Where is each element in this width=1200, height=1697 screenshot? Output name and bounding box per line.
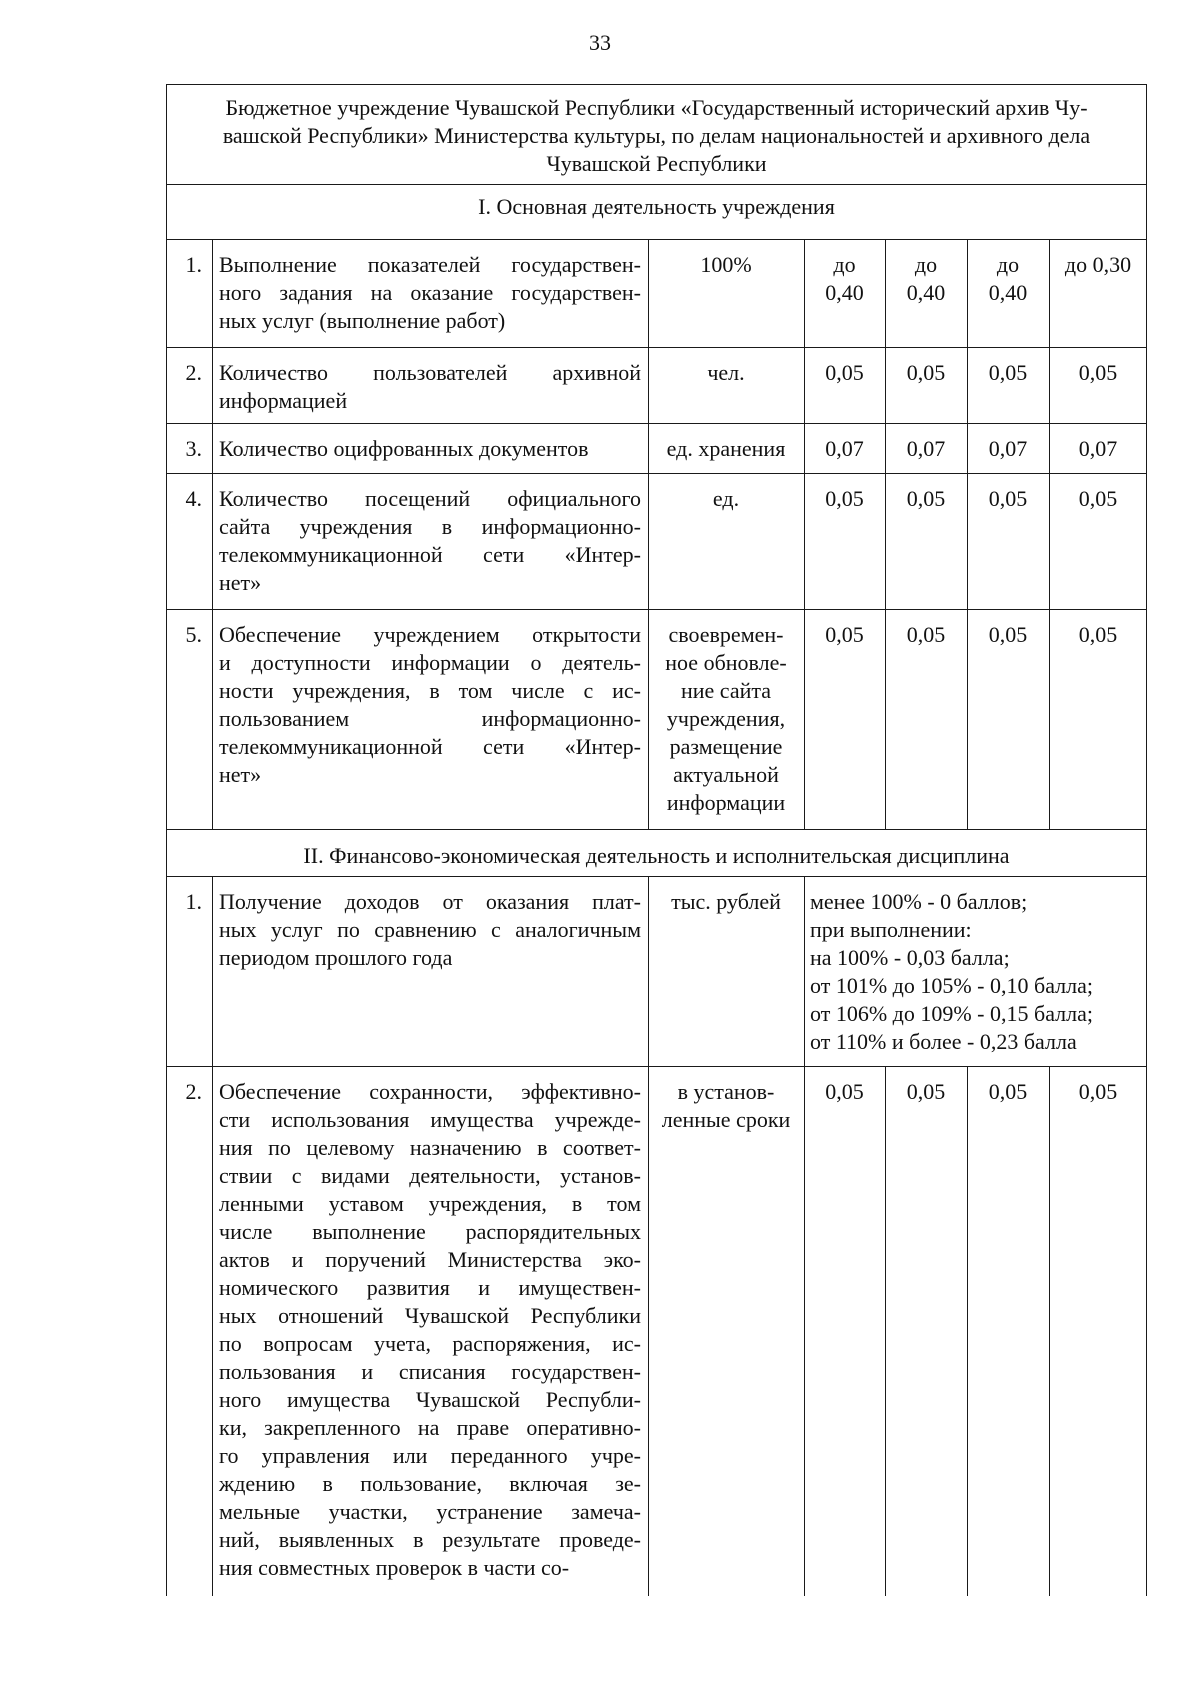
- value-cell-line: 0,05: [825, 360, 864, 385]
- indicator-text-line: нет»: [219, 570, 262, 595]
- indicator-text-line: номического развития и имуществен-: [219, 1275, 641, 1300]
- indicator-text-line: ки, закрепленного на праве оперативно-: [219, 1415, 641, 1440]
- table-rule: [885, 239, 886, 829]
- indicator-text-line: ния совместных проверок в части со-: [219, 1555, 570, 1580]
- value-cell-line: 0,05: [988, 360, 1028, 385]
- table-rule: [166, 84, 1147, 85]
- table-rule: [166, 876, 1147, 877]
- indicator-text-line: телекоммуникационной сети «Интер-: [219, 734, 641, 759]
- indicator-text-line: пользования и списания государствен-: [219, 1359, 641, 1384]
- institution-header-line: Бюджетное учреждение Чувашской Республики «Государственный исторический архив Чу-: [225, 95, 1088, 120]
- value-cell: [806, 485, 883, 513]
- unit-text: [650, 435, 802, 463]
- indicator-text-line: ных услуг (выполнение работ): [219, 308, 506, 333]
- value-cell: [806, 435, 883, 463]
- table-rule: [166, 609, 1147, 610]
- indicator-text-line: мельные участки, устранение замеча-: [219, 1499, 641, 1524]
- page-number: 33: [589, 30, 611, 55]
- value-cell: [1051, 1078, 1145, 1106]
- indicator-text-line: нет»: [219, 762, 262, 787]
- unit-text-line: ед. хранения: [666, 436, 786, 461]
- unit-text-line: актуальной: [673, 762, 779, 787]
- indicator-text-line: актов и поручений Министерства эко-: [219, 1247, 641, 1272]
- value-cell: [1051, 485, 1145, 513]
- indicator-text-line: Обеспечение сохранности, эффективно-: [219, 1079, 641, 1104]
- table-rule: [804, 239, 805, 829]
- value-cell: [1051, 359, 1145, 387]
- unit-text-line: учреждения,: [666, 706, 786, 731]
- value-cell: [969, 359, 1047, 387]
- value-cell: [969, 621, 1047, 649]
- indicator-text-line: сти использования имущества учрежде-: [219, 1107, 641, 1132]
- scoring-scale-line: при выполнении:: [810, 917, 972, 942]
- unit-text: [650, 251, 802, 279]
- value-cell: [969, 251, 1047, 307]
- unit-text-line: тыс. рублей: [671, 889, 781, 914]
- value-cell-line: 0,07: [825, 436, 864, 461]
- value-cell-line: до: [996, 252, 1020, 277]
- value-cell-line: 0,05: [906, 1079, 946, 1104]
- value-cell-line: до: [833, 252, 856, 277]
- table-rule: [648, 876, 649, 1596]
- indicator-text-line: по вопросам учета, распоряжения, ис-: [219, 1331, 641, 1356]
- value-cell: [1051, 621, 1145, 649]
- value-cell: [806, 621, 883, 649]
- value-cell-line: 0,05: [988, 622, 1028, 647]
- unit-text-line: своевремен-: [668, 622, 784, 647]
- value-cell: [969, 485, 1047, 513]
- unit-text-line: ед.: [712, 486, 740, 511]
- table-rule: [967, 1066, 968, 1596]
- indicator-text-line: пользованием информационно-: [219, 706, 641, 731]
- indicator-text-line: ния по целевому назначению в соответ-: [219, 1135, 641, 1160]
- unit-text: [650, 888, 802, 916]
- indicator-text-line: Количество посещений официального: [219, 486, 641, 511]
- value-cell-line: 0,05: [988, 486, 1028, 511]
- indicator-text-line: ных услуг по сравнению с аналогичным: [219, 917, 641, 942]
- value-cell-line: до: [914, 252, 938, 277]
- indicator-text-line: ний, выявленных в результате проведе-: [219, 1527, 641, 1552]
- indicator-text: [219, 485, 641, 597]
- value-cell-line: 0,05: [1078, 1079, 1118, 1104]
- section-title: II. Финансово-экономическая деятельность и исполнительская дисциплина: [303, 843, 1010, 868]
- unit-text-line: размещение: [669, 734, 783, 759]
- value-cell-line: до 0,30: [1064, 252, 1132, 277]
- indicator-text-line: ности учреждения, в том числе с ис-: [219, 678, 641, 703]
- indicator-text-line: периодом прошлого года: [219, 945, 453, 970]
- indicator-text-line: ных отношений Чувашской Республики: [219, 1303, 641, 1328]
- table-rule: [1146, 84, 1147, 1596]
- scoring-scale-line: на 100% - 0,03 балла;: [810, 945, 1010, 970]
- institution-header: [166, 94, 1147, 178]
- row-number: 2.: [185, 360, 202, 385]
- unit-text: [650, 359, 802, 387]
- indicator-text-line: ленными уставом учреждения, в том: [219, 1191, 641, 1216]
- indicator-text-line: Количество оцифрованных документов: [219, 436, 589, 461]
- value-cell: [887, 359, 965, 387]
- table-rule: [166, 473, 1147, 474]
- row-number: 3.: [185, 436, 202, 461]
- table-rule: [1049, 1066, 1050, 1596]
- value-cell: [806, 359, 883, 387]
- table-rule: [885, 1066, 886, 1596]
- value-cell-line: 0,05: [906, 360, 946, 385]
- indicator-text-line: и доступности информации о деятель-: [219, 650, 641, 675]
- value-cell-line: 0,05: [1078, 486, 1118, 511]
- scoring-scale-line: от 106% до 109% - 0,15 балла;: [810, 1001, 1093, 1026]
- value-cell: [887, 621, 965, 649]
- indicator-text: [219, 359, 641, 415]
- value-cell: [887, 1078, 965, 1106]
- table-rule: [166, 184, 1147, 185]
- row-number: 4.: [185, 486, 202, 511]
- value-cell-line: 0,07: [906, 436, 946, 461]
- value-cell-line: 0,05: [1078, 360, 1118, 385]
- indicator-text-line: Количество пользователей архивной: [219, 360, 641, 385]
- indicator-text: [219, 888, 641, 972]
- value-cell-line: 0,40: [988, 280, 1028, 305]
- criteria-table: [166, 84, 1147, 1596]
- value-cell: [1051, 435, 1145, 463]
- scoring-scale: [810, 888, 1145, 1056]
- indicator-text-line: ного задания на оказание государствен-: [219, 280, 641, 305]
- scoring-scale-line: от 110% и более - 0,23 балла: [810, 1029, 1077, 1054]
- institution-header-line: Чувашской Республики: [546, 151, 767, 176]
- value-cell-line: 0,07: [988, 436, 1028, 461]
- value-cell: [887, 251, 965, 307]
- table-rule: [212, 239, 213, 829]
- value-cell: [1051, 251, 1145, 279]
- value-cell-line: 0,05: [988, 1079, 1028, 1104]
- unit-text-line: ние сайта: [680, 678, 772, 703]
- table-rule: [166, 239, 1147, 240]
- value-cell: [806, 251, 883, 307]
- indicator-text-line: числе выполнение распорядительных: [219, 1219, 641, 1244]
- indicator-text-line: информацией: [219, 388, 348, 413]
- row-number: 2.: [185, 1079, 202, 1104]
- row-number: 1.: [185, 889, 202, 914]
- table-rule: [166, 84, 167, 1596]
- unit-text: [650, 621, 802, 817]
- indicator-text-line: телекоммуникационной сети «Интер-: [219, 542, 641, 567]
- indicator-text-line: ного имущества Чувашской Республи-: [219, 1387, 641, 1412]
- institution-header-line: вашской Республики» Министерства культуры, по делам национальностей и архивного дела: [222, 123, 1091, 148]
- indicator-text-line: Выполнение показателей государствен-: [219, 252, 641, 277]
- indicator-text: [219, 435, 641, 463]
- table-rule: [166, 829, 1147, 830]
- indicator-text: [219, 251, 641, 335]
- table-rule: [166, 423, 1147, 424]
- unit-text-line: ное обновле-: [665, 650, 787, 675]
- indicator-text-line: Получение доходов от оказания плат-: [219, 889, 641, 914]
- table-rule: [212, 876, 213, 1596]
- value-cell-line: 0,07: [1078, 436, 1118, 461]
- value-cell: [887, 485, 965, 513]
- section-title: I. Основная деятельность учреждения: [478, 194, 835, 219]
- indicator-text: [219, 621, 641, 789]
- unit-text-line: в установ-: [677, 1079, 775, 1104]
- value-cell-line: 0,40: [906, 280, 946, 305]
- unit-text-line: ленные сроки: [661, 1107, 791, 1132]
- value-cell-line: 0,40: [825, 280, 864, 305]
- table-rule: [804, 876, 805, 1596]
- unit-text-line: чел.: [707, 360, 745, 385]
- value-cell-line: 0,05: [825, 1079, 864, 1104]
- indicator-text-line: го управления или переданного учре-: [219, 1443, 641, 1468]
- unit-text-line: 100%: [700, 252, 752, 277]
- value-cell-line: 0,05: [906, 486, 946, 511]
- row-number: 1.: [185, 252, 202, 277]
- table-rule: [1049, 239, 1050, 829]
- table-rule: [967, 239, 968, 829]
- value-cell-line: 0,05: [1078, 622, 1118, 647]
- indicator-text: [219, 1078, 641, 1582]
- table-rule: [166, 347, 1147, 348]
- scoring-scale-line: от 101% до 105% - 0,10 балла;: [810, 973, 1093, 998]
- value-cell: [969, 1078, 1047, 1106]
- value-cell: [806, 1078, 883, 1106]
- scoring-scale-line: менее 100% - 0 баллов;: [810, 889, 1028, 914]
- indicator-text-line: ствии с видами деятельности, установ-: [219, 1163, 641, 1188]
- unit-text-line: информации: [666, 790, 786, 815]
- value-cell-line: 0,05: [906, 622, 946, 647]
- value-cell-line: 0,05: [825, 622, 864, 647]
- table-rule: [648, 239, 649, 829]
- value-cell-line: 0,05: [825, 486, 864, 511]
- indicator-text-line: ждению в пользование, включая зе-: [219, 1471, 641, 1496]
- value-cell: [887, 435, 965, 463]
- unit-text: [650, 1078, 802, 1134]
- unit-text: [650, 485, 802, 513]
- value-cell: [969, 435, 1047, 463]
- indicator-text-line: сайта учреждения в информационно-: [219, 514, 641, 539]
- table-rule: [166, 1066, 1147, 1067]
- indicator-text-line: Обеспечение учреждением открытости: [219, 622, 641, 647]
- row-number: 5.: [185, 622, 202, 647]
